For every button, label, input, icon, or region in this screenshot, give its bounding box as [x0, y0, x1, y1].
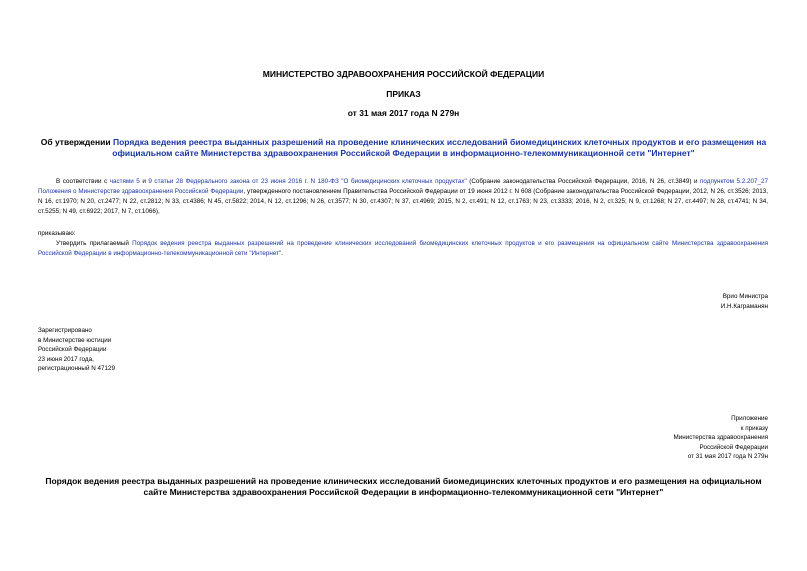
title-link[interactable]: Порядка ведения реестра выданных разрешений на проведение клинических исследований биомедицинских клеточных продуктов и его размещения на официальном сайте Министерства здравоохранения Российской Федерации в информационно-телекоммуникационной сети "Интернет" [112, 137, 767, 158]
preamble-paragraph [38, 177, 768, 217]
registration-line: Зарегистрировано [38, 327, 92, 334]
approve-suffix: . [281, 250, 284, 257]
approve-link[interactable]: Порядок ведения реестра выданных разрешений на проведение клинических исследований биомедицинских клеточных продуктов и его размещения на официальном сайте Министерства здравоохранения Российской Федерации в информационно-телекоммуникационной сети "Интернет" [38, 240, 768, 257]
document-title [40, 137, 767, 159]
appendix-line: к приказу [740, 424, 768, 432]
signature-block [560, 292, 768, 311]
regulation-link[interactable]: подпунктом 5.2.207_27 Положения о Министерстве здравоохранения Российской Федерации [38, 178, 768, 195]
registration-line: регистрационный N 47129 [38, 365, 116, 373]
registration-line: Российской Федерации [38, 346, 107, 354]
approve-paragraph [38, 239, 768, 259]
appendix-line: Приложение [731, 415, 768, 422]
approve-prefix: Утвердить прилагаемый [56, 240, 133, 247]
title-prefix: Об утверждении [40, 137, 113, 147]
order-heading: ПРИКАЗ [386, 89, 421, 99]
preamble-text-3: (Собрание законодательства Российской Федерации, 2016, N 26, ст.3849) и [466, 178, 700, 185]
signature-position: Врио Министра [722, 293, 768, 300]
signature-name: И.Н.Каграманян [720, 302, 768, 310]
appendix-line: Министерства здравоохранения [673, 434, 768, 442]
appendix-block [560, 414, 768, 462]
order-date: от 31 мая 2017 года N 279н [347, 108, 460, 118]
registration-line: в Министерстве юстиции [38, 336, 112, 344]
appendix-line: Российской Федерации [699, 443, 768, 451]
preamble-text-2: и [139, 178, 149, 185]
law-part-5-link[interactable]: частями 5 [109, 178, 140, 185]
appendix-line: от 31 мая 2017 года N 279н [687, 453, 768, 461]
preamble-text-1: В соответствии с [56, 178, 110, 185]
ministry-heading: МИНИСТЕРСТВО ЗДРАВООХРАНЕНИЯ РОССИЙСКОЙ ФЕДЕРАЦИИ [262, 69, 545, 79]
preamble-text-4: , утвержденного постановлением Правительства Российской Федерации от 19 июня 2012 г. N 608 (Собрание законодательства Российской Федерации, 2012, N 26, ст.3526; 2013, N 16, ст.1970; N 20, ст.2477; N 22, ст.2812; N 33, ст.4386; N 45, ст.5822; 2014, N 12, ст.1296; N 26, ст.3577; N 30, ст.4307; N 37, ст.4969; 2015, N 2, ст.491; N 12, ст.1763; N 23, ст.3333; 2016, N 2, ст.325; N 9, ст.1268; N 27, ст.4497; N 28, ст.4741; N 34, ст.5255; N 49, ст.6922; 2017, N 7, ст.1066), [38, 188, 768, 215]
federal-law-link[interactable]: 9 статьи 28 Федерального закона от 23 июня 2016 г. N 180-ФЗ "О биомедицинских клеточных продуктах" [148, 178, 467, 185]
appendix-title: Порядок ведения реестра выданных разрешений на проведение клинических исследований биомедицинских клеточных продуктов и его размещения на официальном сайте Министерства здравоохранения Российской Федерации в информационно-телекоммуникационной сети "Интернет" [45, 476, 762, 497]
registration-line: 23 июня 2017 года, [38, 355, 94, 363]
registration-block [38, 326, 238, 374]
order-command: приказываю: [38, 230, 76, 237]
